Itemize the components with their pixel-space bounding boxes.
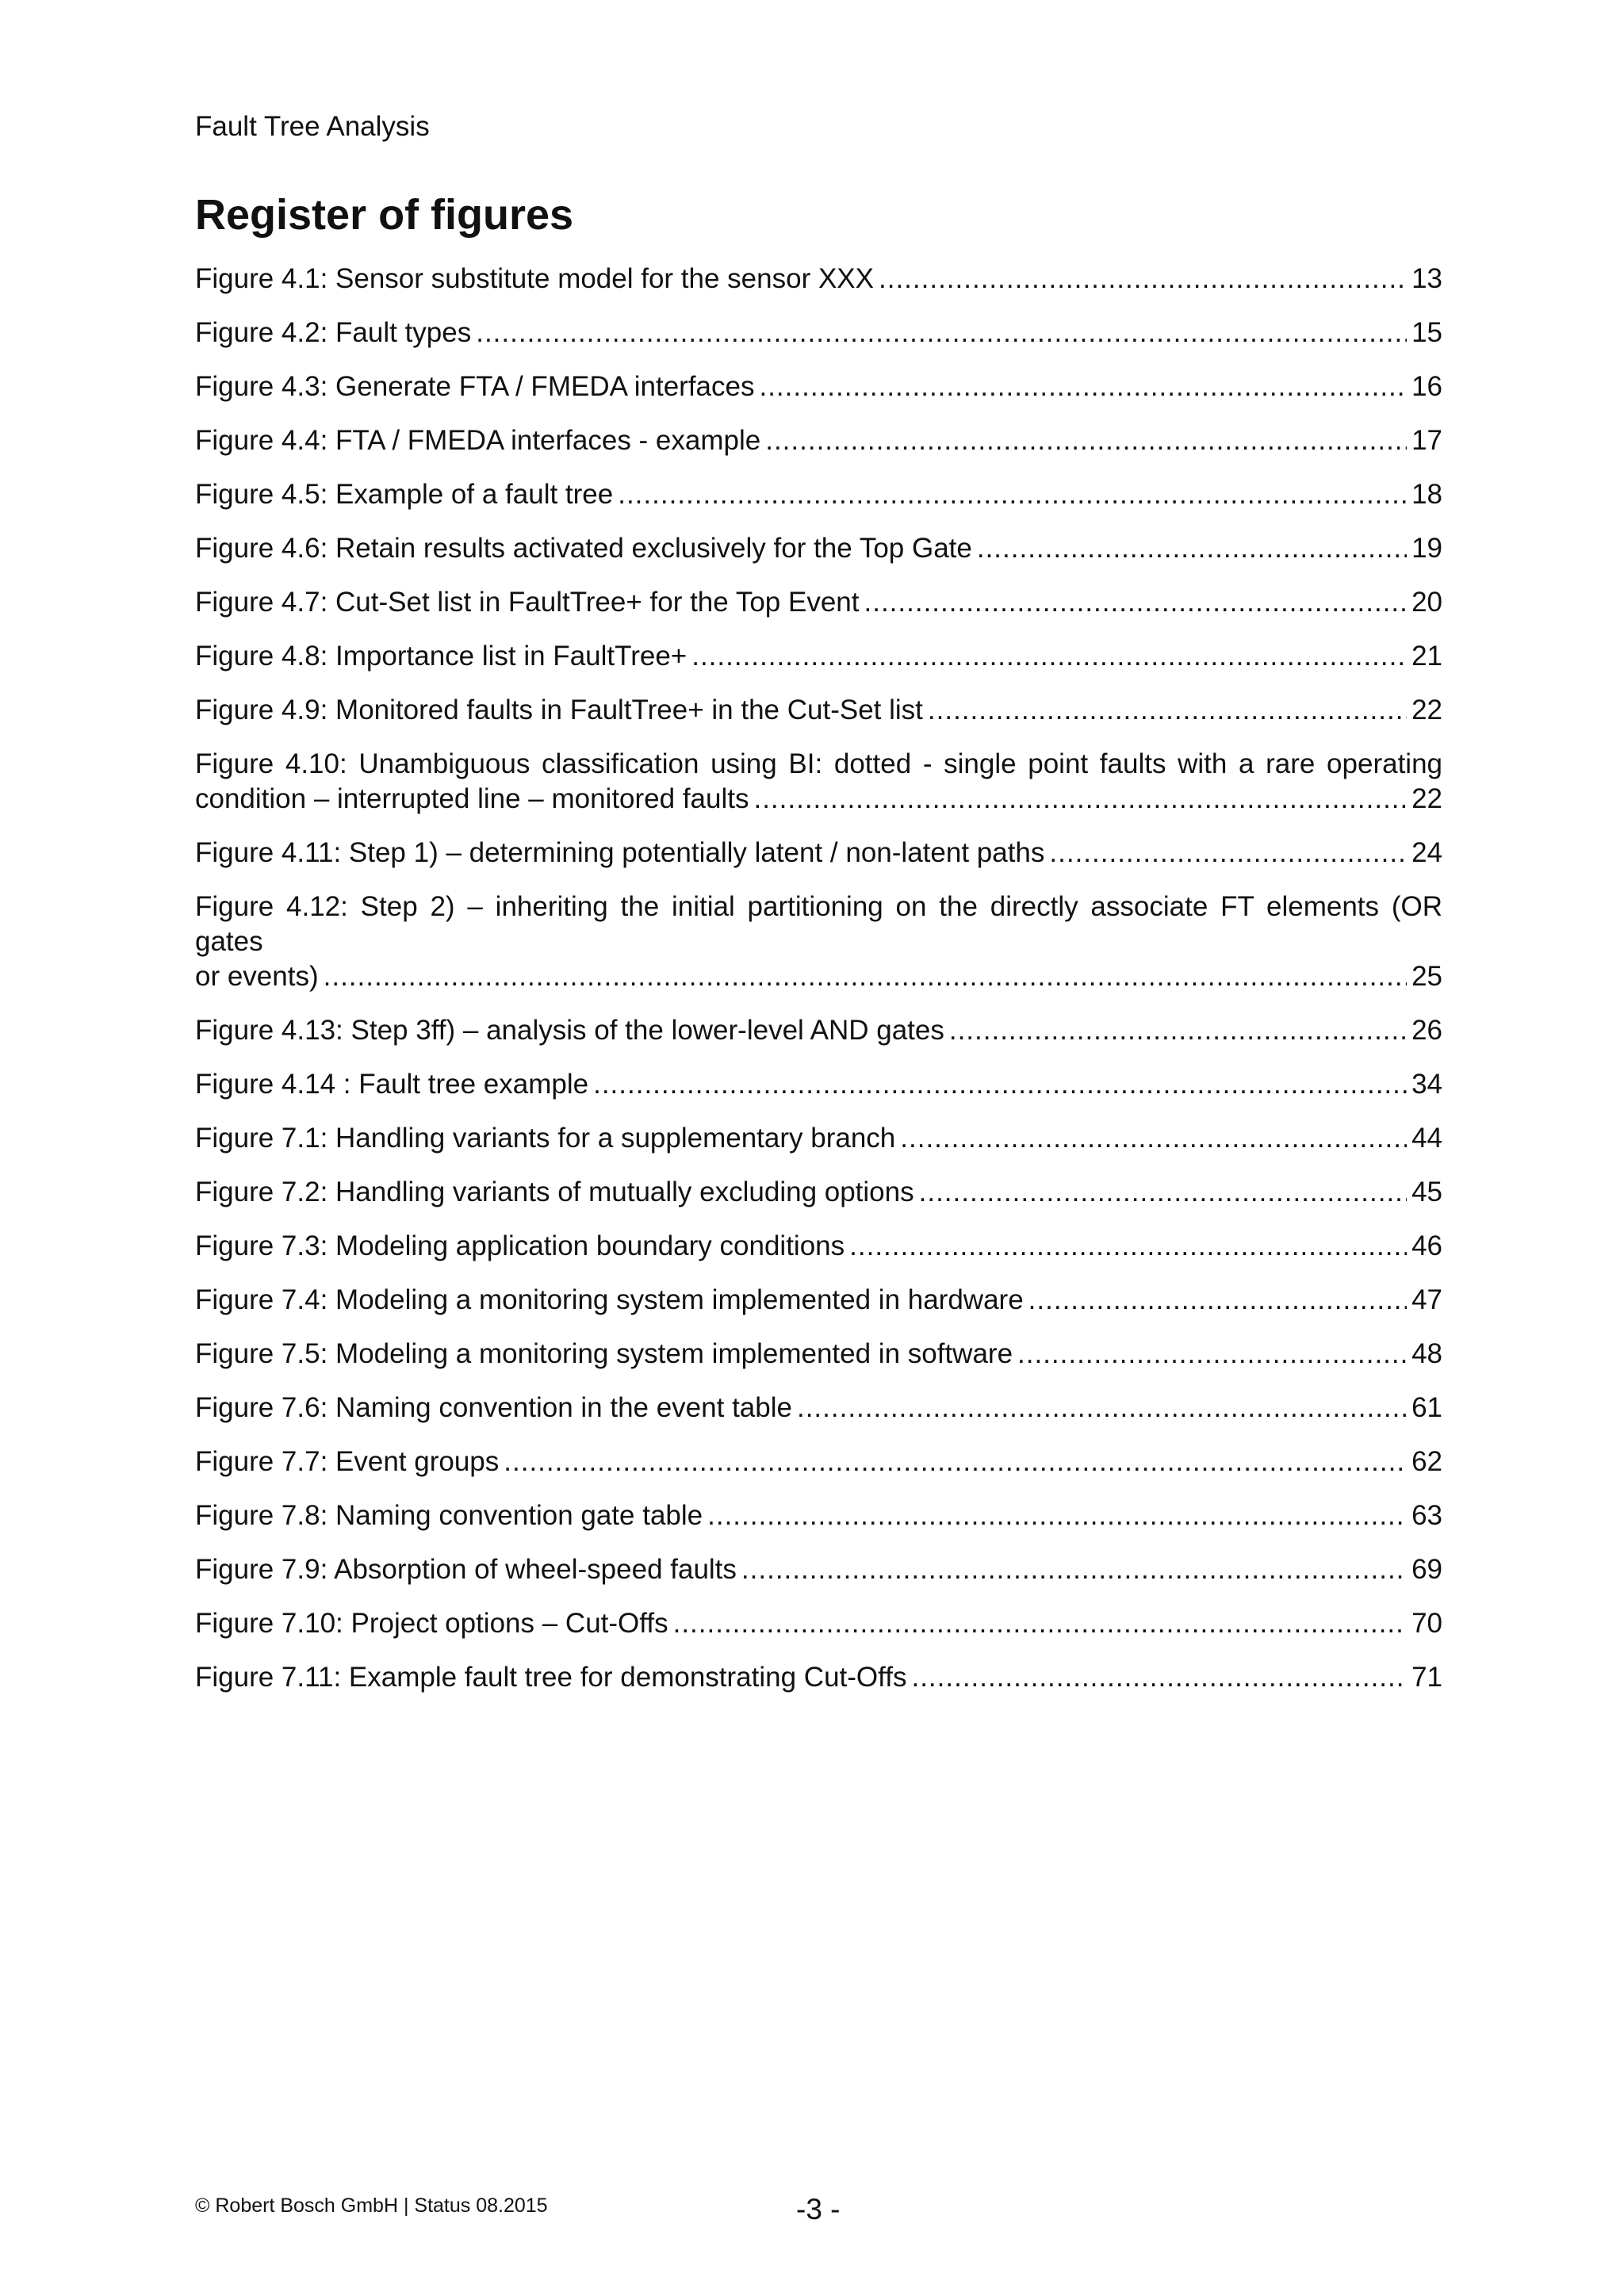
- figure-entry-label: Figure 7.2: Handling variants of mutually excluding options: [195, 1177, 914, 1207]
- page-number: -3 -: [796, 2193, 841, 2225]
- figure-entry-label: Figure 7.9: Absorption of wheel-speed faults: [195, 1554, 737, 1585]
- figure-entry[interactable]: [195, 369, 1442, 404]
- figure-entry-page: 19: [1411, 533, 1442, 564]
- dot-leader: [707, 1498, 1407, 1533]
- figure-entry-page: 70: [1411, 1608, 1442, 1639]
- dot-leader: [1049, 836, 1407, 871]
- figure-entry-page: 61: [1411, 1392, 1442, 1423]
- figure-entry-page: 22: [1411, 783, 1442, 814]
- figure-entry-label: Figure 7.6: Naming convention in the event table: [195, 1392, 792, 1423]
- figure-entry-label: Figure 4.5: Example of a fault tree: [195, 479, 614, 510]
- figure-entry[interactable]: [195, 585, 1442, 620]
- figure-entry-label: Figure 4.7: Cut-Set list in FaultTree+ for the Top Event: [195, 587, 860, 618]
- running-header: Fault Tree Analysis: [195, 111, 430, 142]
- figure-entry[interactable]: [195, 316, 1442, 350]
- figure-entry-label-line1: Figure 4.12: Step 2) – inheriting the initial partitioning on the directly associate FT elements (OR gates: [195, 891, 1442, 957]
- figure-entry[interactable]: [195, 1498, 1442, 1533]
- figure-entry[interactable]: [195, 262, 1442, 297]
- figure-entry[interactable]: [195, 1175, 1442, 1210]
- figure-entry-page: 25: [1411, 961, 1442, 992]
- figure-entry[interactable]: [195, 1391, 1442, 1425]
- figure-entry-label: Figure 4.1: Sensor substitute model for the sensor XXX: [195, 263, 874, 294]
- dot-leader: [504, 1445, 1407, 1479]
- dot-leader: [797, 1391, 1407, 1425]
- figure-entry[interactable]: [195, 1552, 1442, 1587]
- dot-leader: [673, 1606, 1407, 1641]
- figure-entry-label-line1: Figure 4.10: Unambiguous classification using BI: dotted - single point faults with a rare operating: [195, 748, 1442, 779]
- dot-leader: [691, 639, 1407, 674]
- figure-entry-label: Figure 7.1: Handling variants for a supplementary branch: [195, 1123, 896, 1154]
- figure-entry-page: 22: [1411, 695, 1442, 725]
- dot-leader: [741, 1552, 1407, 1587]
- figure-entry[interactable]: [195, 1660, 1442, 1695]
- figure-entry-label: Figure 7.10: Project options – Cut-Offs: [195, 1608, 668, 1639]
- figure-entry-page: 21: [1411, 641, 1442, 672]
- dot-leader: [593, 1067, 1407, 1102]
- figure-entry-label: Figure 7.3: Modeling application boundary conditions: [195, 1230, 845, 1261]
- dot-leader: [1028, 1283, 1407, 1318]
- figure-entry[interactable]: [195, 890, 1442, 994]
- figure-entry-label: Figure 4.11: Step 1) – determining potentially latent / non-latent paths: [195, 837, 1045, 868]
- figure-entry-label: Figure 7.7: Event groups: [195, 1446, 500, 1477]
- figure-entry[interactable]: [195, 423, 1442, 458]
- dot-leader: [879, 262, 1407, 297]
- dot-leader: [753, 782, 1407, 817]
- figure-entry-page: 15: [1411, 317, 1442, 348]
- figure-entry-page: 26: [1411, 1015, 1442, 1046]
- dot-leader: [864, 585, 1408, 620]
- figure-entry[interactable]: [195, 477, 1442, 512]
- figure-entry-page: 24: [1411, 837, 1442, 868]
- figure-entry-page: 63: [1411, 1500, 1442, 1531]
- figure-entry-page: 71: [1411, 1662, 1442, 1693]
- figure-entry[interactable]: [195, 1337, 1442, 1372]
- figure-entry[interactable]: [195, 1121, 1442, 1156]
- dot-leader: [759, 369, 1407, 404]
- figure-entry[interactable]: [195, 1013, 1442, 1048]
- page-title: Register of figures: [195, 191, 574, 239]
- figure-entry-label: Figure 7.11: Example fault tree for demonstrating Cut-Offs: [195, 1662, 907, 1693]
- figure-entry-label: Figure 4.9: Monitored faults in FaultTree+ in the Cut-Set list: [195, 695, 923, 725]
- figure-entry[interactable]: [195, 531, 1442, 566]
- dot-leader: [977, 531, 1407, 566]
- figure-entry-label: Figure 4.3: Generate FTA / FMEDA interfaces: [195, 371, 755, 402]
- figure-entry-page: 46: [1411, 1230, 1442, 1261]
- dot-leader: [618, 477, 1407, 512]
- figure-entry-label: condition – interrupted line – monitored faults: [195, 783, 749, 814]
- figure-entry-page: 48: [1411, 1338, 1442, 1369]
- figure-entry-page: 16: [1411, 371, 1442, 402]
- dot-leader: [900, 1121, 1407, 1156]
- dot-leader: [919, 1175, 1407, 1210]
- figure-entry-label: Figure 7.4: Modeling a monitoring system implemented in hardware: [195, 1284, 1024, 1315]
- figure-entry-page: 44: [1411, 1123, 1442, 1154]
- figure-entry[interactable]: [195, 836, 1442, 871]
- figure-entry-page: 18: [1411, 479, 1442, 510]
- dot-leader: [928, 693, 1407, 728]
- figure-entry-label: Figure 4.2: Fault types: [195, 317, 472, 348]
- figure-entry-page: 69: [1411, 1554, 1442, 1585]
- figure-entry-label: Figure 7.8: Naming convention gate table: [195, 1500, 703, 1531]
- figure-entry[interactable]: [195, 747, 1442, 817]
- figure-entry[interactable]: [195, 1445, 1442, 1479]
- dot-leader: [765, 423, 1407, 458]
- figure-entry-page: 13: [1411, 263, 1442, 294]
- figure-entry-label: Figure 4.4: FTA / FMEDA interfaces - example: [195, 425, 761, 456]
- figure-entry[interactable]: [195, 1229, 1442, 1264]
- figure-entry-label: Figure 4.6: Retain results activated exclusively for the Top Gate: [195, 533, 972, 564]
- figure-entry-page: 47: [1411, 1284, 1442, 1315]
- figure-entry-page: 17: [1411, 425, 1442, 456]
- figure-entry-page: 20: [1411, 587, 1442, 618]
- figure-list: [195, 262, 1442, 1714]
- dot-leader: [849, 1229, 1407, 1264]
- figure-entry[interactable]: [195, 639, 1442, 674]
- figure-entry[interactable]: [195, 1283, 1442, 1318]
- footer-copyright: © Robert Bosch GmbH | Status 08.2015: [195, 2195, 548, 2217]
- figure-entry-page: 62: [1411, 1446, 1442, 1477]
- dot-leader: [911, 1660, 1407, 1695]
- figure-entry-label: Figure 4.8: Importance list in FaultTree+: [195, 641, 688, 672]
- figure-entry-page: 45: [1411, 1177, 1442, 1207]
- figure-entry-label: Figure 4.14 : Fault tree example: [195, 1069, 589, 1100]
- figure-entry[interactable]: [195, 1067, 1442, 1102]
- dot-leader: [949, 1013, 1407, 1048]
- figure-entry[interactable]: [195, 693, 1442, 728]
- figure-entry-page: 34: [1411, 1069, 1442, 1100]
- dot-leader: [324, 959, 1407, 994]
- dot-leader: [476, 316, 1407, 350]
- figure-entry-label: Figure 7.5: Modeling a monitoring system implemented in software: [195, 1338, 1013, 1369]
- dot-leader: [1017, 1337, 1407, 1372]
- figure-entry[interactable]: [195, 1606, 1442, 1641]
- figure-entry-label: or events): [195, 961, 319, 992]
- figure-entry-label: Figure 4.13: Step 3ff) – analysis of the lower-level AND gates: [195, 1015, 944, 1046]
